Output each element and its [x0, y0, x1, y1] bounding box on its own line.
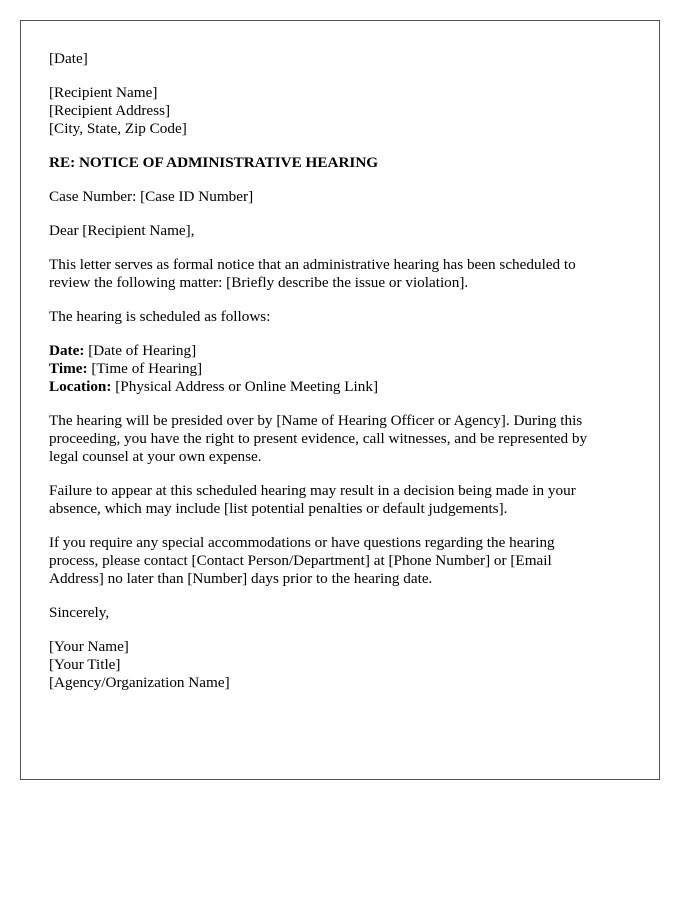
- intro-line: review the following matter: [Briefly describe the issue or violation].: [49, 274, 469, 291]
- schedule-time: [49, 360, 631, 378]
- recipient-name: [Recipient Name]: [49, 84, 158, 101]
- accommodations-line: Address] no later than [Number] days prior to the hearing date.: [49, 570, 433, 587]
- failure-line: Failure to appear at this scheduled hearing may result in a decision being made in your: [49, 482, 576, 499]
- date-line: [49, 50, 631, 68]
- schedule-date-value: [Date of Hearing]: [84, 342, 197, 359]
- presided-paragraph: [49, 412, 631, 466]
- letter-page: [20, 20, 660, 780]
- salutation: Dear [Recipient Name],: [49, 222, 195, 239]
- letter-date: [Date]: [49, 50, 88, 67]
- accommodations-line: process, please contact [Contact Person/Department] at [Phone Number] or [Email: [49, 552, 552, 569]
- signature-name: [Your Name]: [49, 638, 129, 655]
- case-number: Case Number: [Case ID Number]: [49, 188, 254, 205]
- recipient-address: [Recipient Address]: [49, 102, 171, 119]
- subject-line: RE: NOTICE OF ADMINISTRATIVE HEARING: [49, 154, 379, 171]
- presided-line: The hearing will be presided over by [Name of Hearing Officer or Agency]. During this: [49, 412, 583, 429]
- schedule-location-value: [Physical Address or Online Meeting Link]: [111, 378, 379, 395]
- schedule-time-value: [Time of Hearing]: [87, 360, 203, 377]
- signature-title: [Your Title]: [49, 656, 121, 673]
- accommodations-line: If you require any special accommodations or have questions regarding the hearing: [49, 534, 555, 551]
- schedule-date: [49, 342, 631, 360]
- schedule-date-label: Date:: [49, 342, 85, 359]
- presided-line: proceeding, you have the right to present evidence, call witnesses, and be represented by: [49, 430, 588, 447]
- failure-line: absence, which may include [list potential penalties or default judgements].: [49, 500, 508, 517]
- signature-organization: [Agency/Organization Name]: [49, 674, 230, 691]
- schedule-time-label: Time:: [49, 360, 88, 377]
- schedule-details: [49, 342, 631, 396]
- schedule-intro: The hearing is scheduled as follows:: [49, 308, 271, 325]
- recipient-block: [49, 84, 631, 138]
- closing: Sincerely,: [49, 604, 110, 621]
- schedule-location-label: Location:: [49, 378, 112, 395]
- intro-paragraph: [49, 256, 631, 292]
- signature-block: [49, 638, 631, 692]
- presided-line: legal counsel at your own expense.: [49, 448, 262, 465]
- accommodations-paragraph: [49, 534, 631, 588]
- failure-paragraph: [49, 482, 631, 518]
- intro-line: This letter serves as formal notice that an administrative hearing has been scheduled to: [49, 256, 576, 273]
- recipient-city: [City, State, Zip Code]: [49, 120, 187, 137]
- schedule-location: [49, 378, 631, 396]
